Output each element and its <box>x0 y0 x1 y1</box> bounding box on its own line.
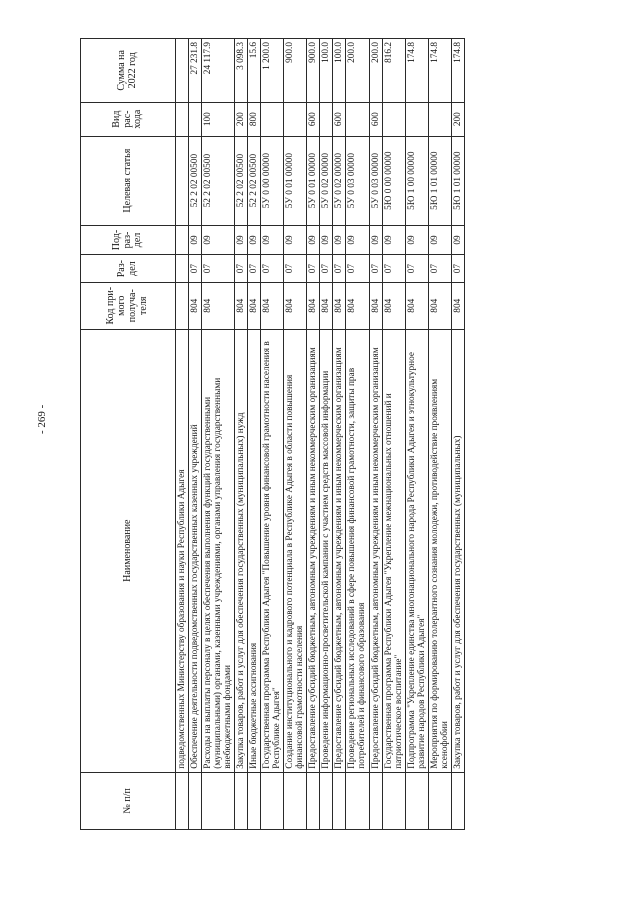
row-section: 07 <box>346 255 369 283</box>
row-subsection: 09 <box>320 225 333 255</box>
row-name: Подпрограмма "Укрепление единства многонационального народа Республики Адыгея и этнокультурное развитие народов Республики Адыгея" <box>405 329 428 772</box>
row-num <box>189 772 202 829</box>
row-code: 804 <box>307 282 320 329</box>
row-exp-type: 600 <box>307 102 320 136</box>
row-name: Проведение региональных исследований в сфере повышения финансовой грамотности, защиты прав потребителей и финансового образования <box>346 329 369 772</box>
row-target: 52 2 02 00500 <box>235 136 248 225</box>
row-code: 804 <box>382 282 405 329</box>
row-name: Обеспечение деятельности подведомственных государственных казенных учреждений <box>189 329 202 772</box>
row-code: 804 <box>248 282 261 329</box>
row-num <box>451 772 464 829</box>
row-target: 52 2 02 00500 <box>189 136 202 225</box>
header-recipient: Код при- мого получа- теля <box>81 282 176 329</box>
table-row <box>333 39 346 830</box>
row-section: 07 <box>307 255 320 283</box>
table-row <box>261 39 284 830</box>
row-code: 804 <box>369 282 382 329</box>
header-subsection: Под- раз- дел <box>81 225 176 255</box>
header-name: Наименование <box>81 329 176 772</box>
row-code: 804 <box>320 282 333 329</box>
row-code: 804 <box>333 282 346 329</box>
row-num <box>382 772 405 829</box>
row-subsection: 09 <box>248 225 261 255</box>
row-subsection: 09 <box>261 225 284 255</box>
row-subsection: 09 <box>405 225 428 255</box>
row-num <box>320 772 333 829</box>
row-exp-type: 600 <box>333 102 346 136</box>
row-section: 07 <box>189 255 202 283</box>
row-subsection: 09 <box>428 225 451 255</box>
table-row <box>176 39 189 830</box>
row-name: Создание институционального и кадрового потенциала в Республике Адыгея в области повышения финансовой грамотности населения <box>284 329 307 772</box>
row-num <box>248 772 261 829</box>
rotated-page <box>36 38 608 830</box>
table-row <box>428 39 451 830</box>
row-sum: 100.0 <box>333 39 346 103</box>
row-num <box>284 772 307 829</box>
row-section: 07 <box>320 255 333 283</box>
row-target: 52 2 02 00500 <box>202 136 235 225</box>
row-num <box>369 772 382 829</box>
header-num: № п/п <box>81 772 176 829</box>
row-num <box>428 772 451 829</box>
row-code: 804 <box>284 282 307 329</box>
row-exp-type: 800 <box>248 102 261 136</box>
row-target: 5Ю 0 00 00000 <box>382 136 405 225</box>
table-row <box>382 39 405 830</box>
table-row <box>284 39 307 830</box>
row-exp-type: 200 <box>451 102 464 136</box>
page-number: - 269 - <box>36 404 48 434</box>
row-section <box>176 255 189 283</box>
header-target: Целевая статья <box>81 136 176 225</box>
row-exp-type <box>428 102 451 136</box>
row-subsection <box>176 225 189 255</box>
row-name: Предоставление субсидий бюджетным, автономным учреждениям и иным некоммерческим организациям <box>369 329 382 772</box>
row-exp-type: 100 <box>202 102 235 136</box>
row-target: 52 2 02 00500 <box>248 136 261 225</box>
row-name: Мероприятия по формированию толерантного сознания молодежи, противодействие проявлениям ксенофобии <box>428 329 451 772</box>
row-sum: 24 117.9 <box>202 39 235 103</box>
row-subsection: 09 <box>382 225 405 255</box>
row-sum: 15.6 <box>248 39 261 103</box>
row-section: 07 <box>382 255 405 283</box>
row-target: 5У 0 02 00000 <box>320 136 333 225</box>
row-subsection: 09 <box>333 225 346 255</box>
row-code <box>176 282 189 329</box>
row-name: Предоставление субсидий бюджетным, автономным учреждениям и иным некоммерческим организациям <box>333 329 346 772</box>
row-subsection: 09 <box>284 225 307 255</box>
row-exp-type <box>320 102 333 136</box>
table-row <box>202 39 235 830</box>
row-code: 804 <box>261 282 284 329</box>
row-target <box>176 136 189 225</box>
row-code: 804 <box>346 282 369 329</box>
row-exp-type <box>405 102 428 136</box>
header-row <box>81 39 176 830</box>
table-row <box>320 39 333 830</box>
row-code: 804 <box>202 282 235 329</box>
row-name: Государственная программа Республики Адыгея "Укрепление межнациональных отношений и патриотическое воспитание" <box>382 329 405 772</box>
row-num <box>346 772 369 829</box>
row-num <box>176 772 189 829</box>
row-subsection: 09 <box>235 225 248 255</box>
row-sum: 174.8 <box>428 39 451 103</box>
table-row <box>235 39 248 830</box>
row-section: 07 <box>333 255 346 283</box>
row-sum: 174.8 <box>405 39 428 103</box>
table-row <box>451 39 464 830</box>
row-sum: 200.0 <box>346 39 369 103</box>
row-section: 07 <box>428 255 451 283</box>
row-target: 5Ю 1 00 00000 <box>405 136 428 225</box>
header-section: Раз- дел <box>81 255 176 283</box>
row-code: 804 <box>405 282 428 329</box>
header-sum: Сумма на 2022 год <box>81 39 176 103</box>
row-exp-type <box>382 102 405 136</box>
row-target: 5У 0 01 00000 <box>307 136 320 225</box>
row-section: 07 <box>405 255 428 283</box>
row-section: 07 <box>369 255 382 283</box>
table-row <box>248 39 261 830</box>
header-exp-type: Вид рас- хода <box>81 102 176 136</box>
row-section: 07 <box>202 255 235 283</box>
row-sum: 174.8 <box>451 39 464 103</box>
row-name: Закупка товаров, работ и услуг для обеспечения государственных (муниципальных) <box>451 329 464 772</box>
row-name: Иные бюджетные ассигнования <box>248 329 261 772</box>
row-num <box>307 772 320 829</box>
table-row <box>369 39 382 830</box>
row-subsection: 09 <box>369 225 382 255</box>
row-section: 07 <box>235 255 248 283</box>
row-exp-type <box>176 102 189 136</box>
row-section: 07 <box>451 255 464 283</box>
row-code: 804 <box>189 282 202 329</box>
row-sum: 900.0 <box>284 39 307 103</box>
row-exp-type <box>189 102 202 136</box>
row-subsection: 09 <box>451 225 464 255</box>
row-sum: 200.0 <box>369 39 382 103</box>
row-num <box>202 772 235 829</box>
row-exp-type <box>284 102 307 136</box>
row-target: 5Ю 1 01 00000 <box>428 136 451 225</box>
row-code: 804 <box>235 282 248 329</box>
row-num <box>261 772 284 829</box>
row-section: 07 <box>248 255 261 283</box>
row-name: подведомственных Министерству образования и науки Республики Адыгея <box>176 329 189 772</box>
row-exp-type: 200 <box>235 102 248 136</box>
row-sum: 27 231.8 <box>189 39 202 103</box>
row-section: 07 <box>284 255 307 283</box>
budget-table <box>80 38 465 830</box>
row-target: 5У 0 03 00000 <box>369 136 382 225</box>
row-sum: 3 098.3 <box>235 39 248 103</box>
row-num <box>333 772 346 829</box>
row-num <box>405 772 428 829</box>
row-sum <box>176 39 189 103</box>
row-name: Расходы на выплаты персоналу в целях обеспечения выполнения функций государственными (муниципальными) органами, казенными учреждениями, органами управления государственными внебюджетными фондами <box>202 329 235 772</box>
row-name: Предоставление субсидий бюджетным, автономным учреждениям и иным некоммерческим организациям <box>307 329 320 772</box>
row-subsection: 09 <box>189 225 202 255</box>
row-section: 07 <box>261 255 284 283</box>
row-target: 5У 0 01 00000 <box>284 136 307 225</box>
row-code: 804 <box>451 282 464 329</box>
row-sum: 1 200.0 <box>261 39 284 103</box>
table-row <box>346 39 369 830</box>
row-code: 804 <box>428 282 451 329</box>
row-target: 5У 0 03 00000 <box>346 136 369 225</box>
table-row <box>405 39 428 830</box>
row-target: 5У 0 02 00000 <box>333 136 346 225</box>
row-subsection: 09 <box>307 225 320 255</box>
row-sum: 900.0 <box>307 39 320 103</box>
row-exp-type <box>346 102 369 136</box>
row-sum: 816.2 <box>382 39 405 103</box>
row-name: Проведение информационно-просветительской кампании с участием средств массовой информации <box>320 329 333 772</box>
row-name: Государственная программа Республики Адыгея "Повышение уровня финансовой грамотности населения в Республике Адыгея" <box>261 329 284 772</box>
row-subsection: 09 <box>202 225 235 255</box>
row-name: Закупка товаров, работ и услуг для обеспечения государственных (муниципальных) нужд <box>235 329 248 772</box>
row-exp-type: 600 <box>369 102 382 136</box>
table-body <box>176 39 465 830</box>
row-target: 5Ю 1 01 00000 <box>451 136 464 225</box>
row-exp-type <box>261 102 284 136</box>
row-num <box>235 772 248 829</box>
row-sum: 100.0 <box>320 39 333 103</box>
row-subsection: 09 <box>346 225 369 255</box>
row-target: 5У 0 00 00000 <box>261 136 284 225</box>
table-row <box>189 39 202 830</box>
table-row <box>307 39 320 830</box>
